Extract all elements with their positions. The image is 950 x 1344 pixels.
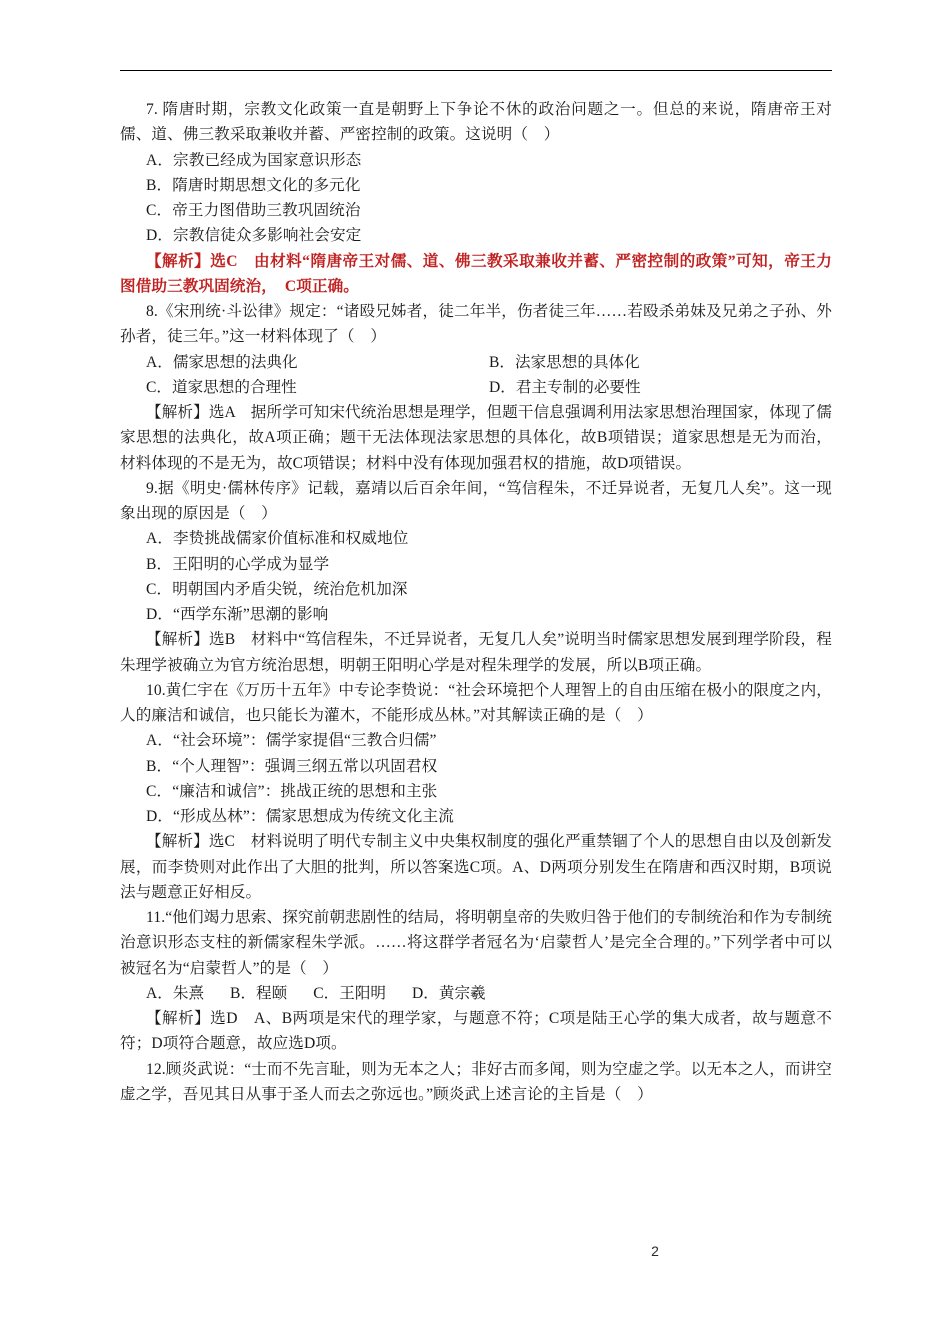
option-d: D．“西学东渐”思潮的影响 — [146, 606, 329, 623]
question-block-7 — [120, 97, 832, 299]
explanation-text: 【解析】选C 材料说明了明代专制主义中央集权制度的强化严重禁锢了个人的思想自由以及创新发展，而李贽则对此作出了大胆的批判，所以答案选C项。A、D两项分别发生在隋唐和西汉时期，B项说法与题意正好相反。 — [120, 833, 832, 901]
option-b: B．程颐 — [230, 984, 288, 1002]
question-stem: 7. 隋唐时期，宗教文化政策一直是朝野上下争论不休的政治问题之一。但总的来说，隋唐帝王对儒、道、佛三教采取兼收并蓄、严密控制的政策。这说明（ ） — [120, 101, 832, 144]
page-content — [120, 70, 832, 1107]
page-number: 2 — [651, 1243, 659, 1259]
question-block-10 — [120, 678, 832, 905]
question-block-9 — [120, 476, 832, 678]
option-row — [120, 375, 832, 400]
question-stem: 10.黄仁宇在《万历十五年》中专论李贽说：“社会环境把个人理智上的自由压缩在极小的限度之内，人的廉洁和诚信，也只能长为灌木，不能形成丛林。”对其解读正确的是（ ） — [120, 681, 832, 724]
question-block-11 — [120, 905, 832, 1057]
option-row — [120, 350, 832, 375]
question-stem: 8.《宋刑统·斗讼律》规定：“诸殴兄姊者，徒二年半，伤者徒三年……若殴杀弟妹及兄弟之子孙、外孙者，徒三年。”这一材料体现了（ ） — [120, 303, 832, 346]
header-rule — [120, 70, 832, 71]
option-d: D．宗教信徒众多影响社会安定 — [146, 227, 362, 245]
question-block-12 — [120, 1057, 832, 1108]
explanation-text: 【解析】选B 材料中“笃信程朱，不迁异说者，无复几人矣”说明当时儒家思想发展到理学阶段，程朱理学被确立为官方统治思想，明朝王阳明心学是对程朱理学的发展，所以B项正确。 — [120, 631, 832, 674]
explanation-text: 【解析】选C 由材料“隋唐帝王对儒、道、佛三教采取兼收并蓄、严密控制的政策”可知，帝王力图借助三教巩固统治， C项正确。 — [120, 252, 832, 295]
question-stem: 12.顾炎武说：“士而不先言耻，则为无本之人；非好古而多闻，则为空虚之学。以无本之人，而讲空虚之学，吾见其日从事于圣人而去之弥远也。”顾炎武上述言论的主旨是（ ） — [120, 1060, 832, 1103]
option-d: D．黄宗羲 — [412, 984, 486, 1002]
option-b: B．王阳明的心学成为显学 — [146, 555, 330, 573]
option-c: C．道家思想的合理性 — [146, 378, 297, 396]
option-row — [120, 981, 832, 1006]
question-stem: 11.“他们竭力思索、探究前朝悲剧性的结局，将明朝皇帝的失败归咎于他们的专制统治和作为专制统治意识形态支柱的新儒家程朱学派。……将这群学者冠名为‘启蒙哲人’是完全合理的。”下列学者中可以被冠名为“启蒙哲人”的是（ ） — [120, 909, 832, 977]
option-d: D．“形成丛林”：儒家思想成为传统文化主流 — [146, 808, 454, 825]
question-stem: 9.据《明史·儒林传序》记载，嘉靖以后百余年间，“笃信程朱，不迁异说者，无复几人矣”。这一现象出现的原因是（ ） — [120, 479, 832, 522]
option-c: C．“廉洁和诚信”：挑战正统的思想和主张 — [146, 782, 438, 800]
option-a: A．朱熹 — [146, 984, 205, 1002]
option-c: C．帝王力图借助三教巩固统治 — [146, 202, 361, 219]
option-c: C．王阳明 — [313, 984, 387, 1002]
option-a: A．“社会环境”：儒学家提倡“三教合归儒” — [146, 732, 437, 750]
option-a: A．李贽挑战儒家价值标准和权威地位 — [146, 530, 409, 548]
option-b: B．“个人理智”：强调三纲五常以巩固君权 — [146, 757, 438, 775]
option-a: A．儒家思想的法典化 — [146, 353, 298, 371]
question-block-8 — [120, 299, 832, 476]
option-c: C．明朝国内矛盾尖锐，统治危机加深 — [146, 580, 408, 598]
option-d: D．君主专制的必要性 — [489, 378, 641, 396]
option-b: B．隋唐时期思想文化的多元化 — [146, 176, 361, 194]
explanation-text: 【解析】选D A、B两项是宋代的理学家，与题意不符；C项是陆王心学的集大成者，故与题意不符；D项符合题意，故应选D项。 — [120, 1010, 832, 1053]
explanation-text: 【解析】选A 据所学可知宋代统治思想是理学，但题干信息强调利用法家思想治理国家，体现了儒家思想的法典化，故A项正确；题干无法体现法家思想的具体化，故B项错误；道家思想是无为而治，材料体现的不是无为，故C项错误；材料中没有体现加强君权的措施，故D项错误。 — [120, 404, 832, 472]
option-b: B．法家思想的具体化 — [489, 353, 640, 371]
option-a: A．宗教已经成为国家意识形态 — [146, 151, 362, 169]
